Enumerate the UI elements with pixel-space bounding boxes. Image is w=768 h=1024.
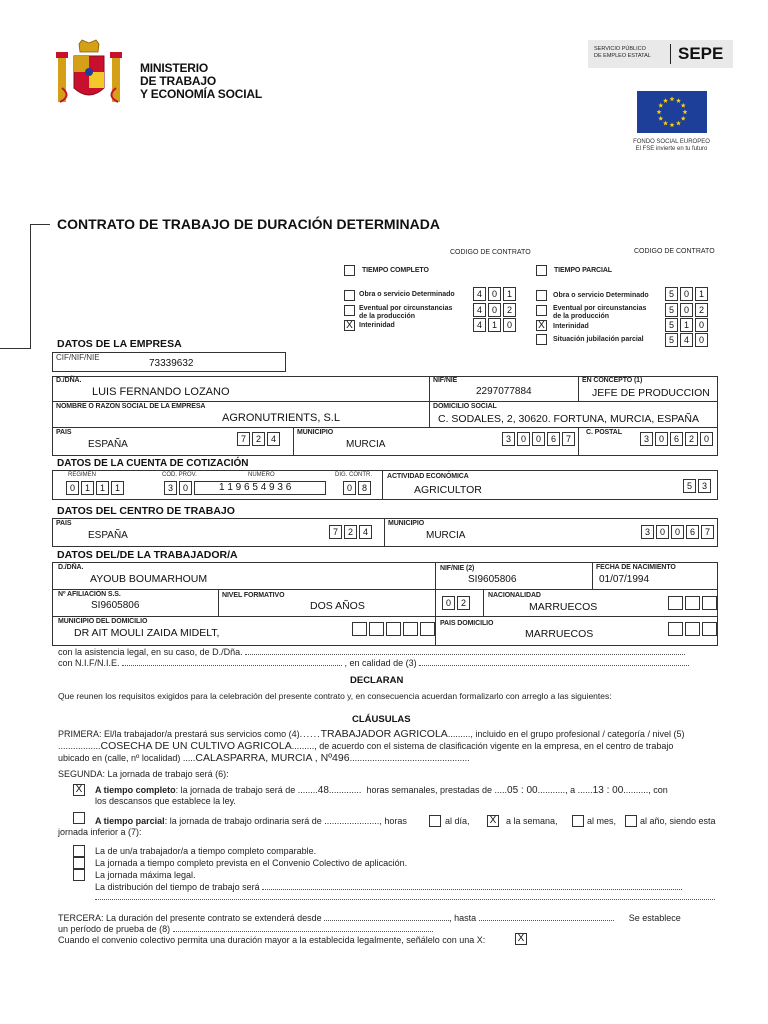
code-410 [473, 318, 518, 332]
completo-to-field[interactable]: 13 : 00 [592, 785, 624, 796]
page-title: CONTRATO DE TRABAJO DE DURACIÓN DETERMINADA [57, 216, 440, 232]
section-trabajador: DATOS DEL/DE LA TRABAJADOR/A [57, 549, 238, 561]
eu-flag-icon [637, 91, 707, 133]
tercera-desde-field[interactable] [324, 920, 449, 921]
primera-text-a: PRIMERA: El/la trabajador/a prestará sus servicios como (4) [58, 729, 300, 739]
nacionalidad-label: NACIONALIDAD [488, 592, 541, 599]
jubilacion-parcial-checkbox[interactable] [536, 334, 547, 345]
title-bracket-bottom [0, 348, 31, 349]
convenio-duracion-checkbox[interactable]: X [515, 933, 527, 945]
actividad-label: ACTIVIDAD ECONÓMICA [387, 473, 469, 480]
distribucion-line [95, 882, 715, 892]
code-digit: 7 [329, 525, 342, 539]
primera-job-field[interactable]: TRABAJADOR AGRICOLA [320, 728, 448, 740]
code-digit: 4 [473, 303, 486, 317]
parcial-text-a: : la jornada de trabajo ordinaria será de [164, 816, 322, 826]
code-digit: 0 [695, 318, 708, 332]
completo-text-d: , con [648, 785, 668, 795]
pais-centro-value[interactable]: ESPAÑA [88, 530, 128, 541]
code-digit: 4 [359, 525, 372, 539]
code-digit: 1 [488, 318, 501, 332]
tercera-text-b: , hasta [449, 913, 477, 923]
prov-label: COD. PROV. [162, 472, 197, 478]
al-ano-checkbox[interactable] [625, 815, 637, 827]
code-digit [702, 622, 717, 636]
al-dia-label: al día, [445, 816, 470, 826]
a-la-semana-label: a la semana, [506, 816, 558, 826]
completo-text-c: , a [565, 785, 576, 795]
maxima-legal-label: La jornada máxima legal. [95, 870, 196, 880]
dig-code [343, 481, 373, 495]
code-digit: 5 [665, 333, 678, 347]
numero-label: NUMERO [248, 472, 275, 478]
pais-empresa-code [237, 432, 282, 446]
asistencia-calidad-field[interactable] [419, 665, 689, 666]
obra-completo-label: Obra o servicio Determinado [359, 291, 455, 298]
code-digit [668, 622, 683, 636]
parcial-text-c: jornada inferior a (7): [58, 827, 142, 837]
code-digit: 3 [502, 432, 515, 446]
convenio-checkbox[interactable] [73, 857, 85, 869]
municipio-empresa-code [502, 432, 577, 446]
code-digit: 0 [671, 525, 684, 539]
tiempo-completo-label: TIEMPO COMPLETO [362, 267, 429, 274]
title-bracket-top [30, 224, 50, 225]
concepto-label: EN CONCEPTO (1) [582, 377, 643, 384]
asistencia-text-1: con la asistencia legal, en su caso, de D./Dña. [58, 647, 243, 657]
eventual-parcial-label: Eventual por circunstancias de la producción [553, 305, 647, 320]
municipio-domicilio-label: MUNICIPIO DEL DOMICILIO [58, 618, 148, 625]
code-digit: 0 [680, 303, 693, 317]
code-digit [685, 622, 700, 636]
periodo-prueba-field[interactable] [173, 931, 433, 932]
code-digit: 5 [665, 318, 678, 332]
numero-value: 1 1 9 6 5 4 9 3 6 [219, 482, 292, 493]
primera-text-d: ubicado en (calle, nº localidad) [58, 753, 181, 763]
primera-text-b: , incluido en el grupo profesional / categoría / nivel (5) [470, 729, 685, 739]
nivel-value[interactable]: DOS AÑOS [310, 600, 365, 612]
asistencia-line-1 [58, 647, 718, 657]
tiempo-completo-checkbox[interactable] [344, 265, 355, 276]
interinidad-parcial-checkbox[interactable]: X [536, 320, 547, 331]
completo-jornada-line: A tiempo completo: la jornada de trabajo será de ........48............. horas semanales, prestadas de .....05 : 00..........., a ......13 : 00.........., con [95, 785, 668, 796]
cif-field[interactable] [52, 352, 286, 372]
tercera-hasta-field[interactable] [479, 920, 614, 921]
asistencia-text-2a: con N.I.F/N.I.E. [58, 658, 120, 668]
code-digit: 0 [532, 432, 545, 446]
tercera-line-1 [58, 913, 718, 923]
distribucion-field-2[interactable] [95, 899, 715, 900]
asistencia-field-1[interactable] [245, 654, 685, 655]
completo-text-b: horas semanales, prestadas de [366, 785, 493, 795]
title-bracket-side [30, 224, 31, 348]
asistencia-line-2 [58, 658, 718, 668]
code-digit: 0 [179, 481, 192, 495]
code-digit: 4 [680, 333, 693, 347]
tercera-text-a: TERCERA: La duración del presente contrato se extenderá desde [58, 913, 322, 923]
afiliacion-value[interactable]: SI9605806 [91, 600, 140, 611]
code-digit: 6 [547, 432, 560, 446]
code-540 [665, 333, 710, 347]
regimen-label: REGIMEN [68, 472, 97, 478]
code-digit: 2 [457, 596, 470, 610]
code-digit [386, 622, 401, 636]
segunda-text: SEGUNDA: La jornada de trabajo será (6): [58, 769, 229, 779]
primera-line-1: PRIMERA: El/la trabajador/a prestará sus servicios como (4)......TRABAJADOR AGRICOLA........., incluido en el grupo profesional / categoría / nivel (5) [58, 728, 685, 740]
code-401 [473, 287, 518, 301]
actividad-value[interactable]: AGRICULTOR [414, 484, 482, 496]
tiempo-completo-jornada-checkbox[interactable]: X [73, 784, 85, 796]
code-digit: 0 [517, 432, 530, 446]
cif-value: 73339632 [149, 358, 194, 369]
comparable-checkbox[interactable] [73, 845, 85, 857]
completo-descansos: los descansos que establece la ley. [95, 796, 236, 806]
pais-empresa-value[interactable]: ESPAÑA [88, 439, 128, 450]
prov-code [164, 481, 194, 495]
municipio-domicilio-value[interactable]: DR AIT MOULI ZAIDA MIDELT, [74, 627, 220, 639]
code-digit: 0 [656, 525, 669, 539]
obra-completo-checkbox[interactable] [344, 290, 355, 301]
interinidad-completo-label: Interinidad [359, 322, 395, 329]
code-digit: 2 [695, 303, 708, 317]
code-digit: 6 [670, 432, 683, 446]
code-digit [685, 596, 700, 610]
a-la-semana-checkbox[interactable]: X [487, 815, 499, 827]
code-digit [369, 622, 384, 636]
nacionalidad-value[interactable]: MARRUECOS [529, 601, 598, 613]
nacimiento-value[interactable]: 01/07/1994 [599, 574, 650, 585]
sepe-wordmark: SEPE [678, 44, 724, 63]
code-digit: 4 [267, 432, 280, 446]
code-digit [420, 622, 435, 636]
parcial-text-b: , horas [379, 816, 407, 826]
municipio-centro-value[interactable]: MURCIA [426, 530, 466, 541]
ministry-line-3: Y ECONOMÍA SOCIAL [140, 87, 262, 101]
code-digit [352, 622, 367, 636]
fse-line-1: FONDO SOCIAL EUROPEO [633, 139, 710, 145]
declaran-title: DECLARAN [350, 675, 404, 686]
code-digit: 0 [343, 481, 356, 495]
code-digit: 2 [685, 432, 698, 446]
tercera-line-2 [58, 924, 433, 934]
cotizacion-grid [52, 470, 718, 500]
razon-label: NOMBRE O RAZON SOCIAL DE LA EMPRESA [56, 403, 206, 410]
numero-field[interactable] [194, 481, 326, 495]
municipio-domicilio-code [352, 622, 437, 636]
code-digit: 0 [680, 287, 693, 301]
code-digit: 3 [698, 479, 711, 493]
municipio-empresa-label: MUNICIPIO [297, 429, 334, 436]
completo-horas-field[interactable]: 48 [317, 785, 329, 796]
code-digit: 3 [640, 432, 653, 446]
tiempo-parcial-jornada-checkbox[interactable] [73, 812, 85, 824]
code-digit: 5 [683, 479, 696, 493]
code-digit: 0 [488, 303, 501, 317]
declaran-text: Que reunen los requisitos exigidos para la celebración del presente contrato y, en consecuencia acuerdan formalizarlo con arreglo a las siguientes: [58, 691, 612, 701]
tiempo-parcial-label: TIEMPO PARCIAL [554, 267, 612, 274]
concepto-value[interactable]: JEFE DE PRODUCCION [592, 387, 710, 399]
pais-domicilio-code [668, 622, 719, 636]
dna-empresa-value[interactable]: LUIS FERNANDO LOZANO [92, 386, 230, 398]
pais-domicilio-label: PAIS DOMICILIO [440, 620, 494, 627]
primera-location-field[interactable]: CALASPARRA, MURCIA , Nº496 [195, 752, 350, 764]
tiempo-parcial-checkbox[interactable] [536, 265, 547, 276]
code-digit: 1 [81, 481, 94, 495]
distribucion-text: La distribución del tiempo de trabajo será [95, 882, 260, 892]
code-402 [473, 303, 518, 317]
code-digit: 3 [164, 481, 177, 495]
tercera-text-c: Se establece [628, 913, 681, 923]
codigo-label-completo: CODIGO DE CONTRATO [450, 249, 531, 256]
parcial-jornada-line: A tiempo parcial: la jornada de trabajo ordinaria será de ......................, horas [95, 816, 407, 826]
al-mes-label: al mes, [587, 816, 617, 826]
dna-empresa-label: D./DÑA. [56, 377, 82, 384]
cif-label: CIF/NIF/NIE [56, 353, 100, 362]
centro-grid [52, 518, 718, 547]
fse-caption [614, 139, 729, 153]
pais-domicilio-value[interactable]: MARRUECOS [525, 628, 594, 640]
sepe-line-1: SERVICIO PÚBLICO [594, 46, 646, 52]
primera-line-2: .................COSECHA DE UN CULTIVO AGRICOLA........., de acuerdo con el sistema de clasificación vigente en la empresa, en el centro de trabajo [58, 740, 674, 752]
code-502 [665, 303, 710, 317]
obra-parcial-checkbox[interactable] [536, 290, 547, 301]
code-digit: 0 [66, 481, 79, 495]
ministry-line-2: DE TRABAJO [140, 74, 217, 88]
obra-parcial-label: Obra o servicio Determinado [553, 292, 649, 299]
domicilio-value[interactable]: C. SODALES, 2, 30620. FORTUNA, MURCIA, ESPAÑA [438, 413, 700, 425]
asistencia-text-2b: , en calidad de (3) [344, 658, 417, 668]
nif-trabajador-label: NIF/NIE (2) [440, 565, 475, 572]
section-empresa: DATOS DE LA EMPRESA [57, 338, 182, 350]
nacionalidad-code [668, 596, 719, 610]
code-digit: 1 [695, 287, 708, 301]
eventual-completo-checkbox[interactable] [344, 305, 355, 316]
asistencia-nif-field[interactable] [122, 665, 342, 666]
section-cotizacion: DATOS DE LA CUENTA DE COTIZACIÓN [57, 458, 249, 469]
completo-bold-label: A tiempo completo [95, 785, 176, 795]
code-digit: 7 [562, 432, 575, 446]
code-digit: 1 [503, 287, 516, 301]
eventual-completo-label: Eventual por circunstancias de la producción [359, 305, 453, 320]
code-digit: 7 [237, 432, 250, 446]
afiliacion-label: Nº AFILIACIÓN S.S. [58, 591, 121, 598]
nif-empresa-label: NIF/NIE [433, 377, 458, 384]
regimen-code [66, 481, 126, 495]
tercera-text-d: un período de prueba de (8) [58, 924, 171, 934]
coat-of-arms-icon [52, 38, 126, 110]
interinidad-completo-checkbox[interactable]: X [344, 320, 355, 331]
clausulas-title: CLÁUSULAS [352, 714, 411, 725]
code-digit: 0 [695, 333, 708, 347]
code-digit: 0 [442, 596, 455, 610]
nacimiento-label: FECHA DE NACIMIENTO [596, 564, 676, 571]
jubilacion-parcial-label: Situación jubilación parcial [553, 336, 644, 343]
al-ano-label: al año, siendo esta [640, 816, 716, 826]
code-digit [702, 596, 717, 610]
domicilio-label: DOMICILIO SOCIAL [433, 403, 497, 410]
code-digit: 6 [686, 525, 699, 539]
code-digit: 0 [488, 287, 501, 301]
interinidad-parcial-label: Interinidad [553, 323, 589, 330]
convenio-label: La jornada a tiempo completo prevista en el Convenio Colectivo de aplicación. [95, 858, 408, 868]
comparable-label: La de un/a trabajador/a a tiempo completo comparable. [95, 846, 317, 856]
municipio-centro-code [641, 525, 716, 539]
dna-trabajador-value[interactable]: AYOUB BOUMARHOUM [90, 573, 208, 585]
primera-category-field[interactable]: COSECHA DE UN CULTIVO AGRICOLA [100, 740, 292, 752]
dna-trabajador-label: D./DÑA. [58, 564, 84, 571]
sepe-logo [588, 40, 733, 68]
code-digit: 4 [473, 318, 486, 332]
code-digit: 2 [252, 432, 265, 446]
nif-trabajador-value[interactable]: SI9605806 [468, 574, 517, 585]
code-digit: 7 [701, 525, 714, 539]
pais-centro-code [329, 525, 374, 539]
pais-centro-label: PAIS [56, 520, 72, 527]
cp-label: C. POSTAL [586, 429, 622, 436]
code-digit: 1 [111, 481, 124, 495]
code-501 [665, 287, 710, 301]
fse-line-2: El FSE invierte en tu futuro [635, 146, 708, 152]
code-digit: 5 [665, 303, 678, 317]
nivel-code [442, 596, 472, 610]
eventual-parcial-checkbox[interactable] [536, 305, 547, 316]
primera-line-3: ubicado en (calle, nº localidad) .....CALASPARRA, MURCIA , Nº496................................................ [58, 752, 470, 764]
code-digit: 2 [344, 525, 357, 539]
primera-text-c: , de acuerdo con el sistema de clasificación vigente en la empresa, en el centro de trabajo [314, 741, 674, 751]
codigo-label-parcial: CODIGO DE CONTRATO [634, 248, 715, 255]
code-digit [668, 596, 683, 610]
section-centro: DATOS DEL CENTRO DE TRABAJO [57, 505, 235, 517]
distribucion-field[interactable] [262, 889, 682, 890]
code-digit: 0 [503, 318, 516, 332]
al-dia-checkbox[interactable] [429, 815, 441, 827]
code-digit [403, 622, 418, 636]
municipio-centro-label: MUNICIPIO [388, 520, 425, 527]
completo-text-a: : la jornada de trabajo será de [175, 785, 296, 795]
razon-value[interactable]: AGRONUTRIENTS, S.L [222, 412, 340, 424]
completo-from-field[interactable]: 05 : 00 [507, 785, 538, 796]
code-digit: 1 [680, 318, 693, 332]
nif-empresa-value[interactable]: 2297077884 [476, 386, 532, 397]
code-digit: 4 [473, 287, 486, 301]
ministry-line-1: MINISTERIO [140, 61, 209, 75]
code-510 [665, 318, 710, 332]
tercera-line-3: Cuando el convenio colectivo permita una duración mayor a la establecida legalmente, señálelo con una X: [58, 935, 486, 945]
municipio-empresa-value[interactable]: MURCIA [346, 439, 386, 450]
pais-empresa-label: PAIS [56, 429, 72, 436]
actividad-code [683, 479, 713, 493]
parcial-bold-label: A tiempo parcial [95, 816, 165, 826]
code-digit: 2 [503, 303, 516, 317]
code-digit: 0 [700, 432, 713, 446]
nivel-label: NIVEL FORMATIVO [222, 592, 285, 599]
code-digit: 1 [96, 481, 109, 495]
dig-label: DIG. CONTR. [335, 472, 372, 478]
code-digit: 0 [655, 432, 668, 446]
code-digit: 3 [641, 525, 654, 539]
code-digit: 8 [358, 481, 371, 495]
al-mes-checkbox[interactable] [572, 815, 584, 827]
cp-code [640, 432, 715, 446]
sepe-line-2: DE EMPLEO ESTATAL [594, 53, 651, 59]
code-digit: 5 [665, 287, 678, 301]
ministry-name [140, 62, 262, 101]
maxima-legal-checkbox[interactable] [73, 869, 85, 881]
